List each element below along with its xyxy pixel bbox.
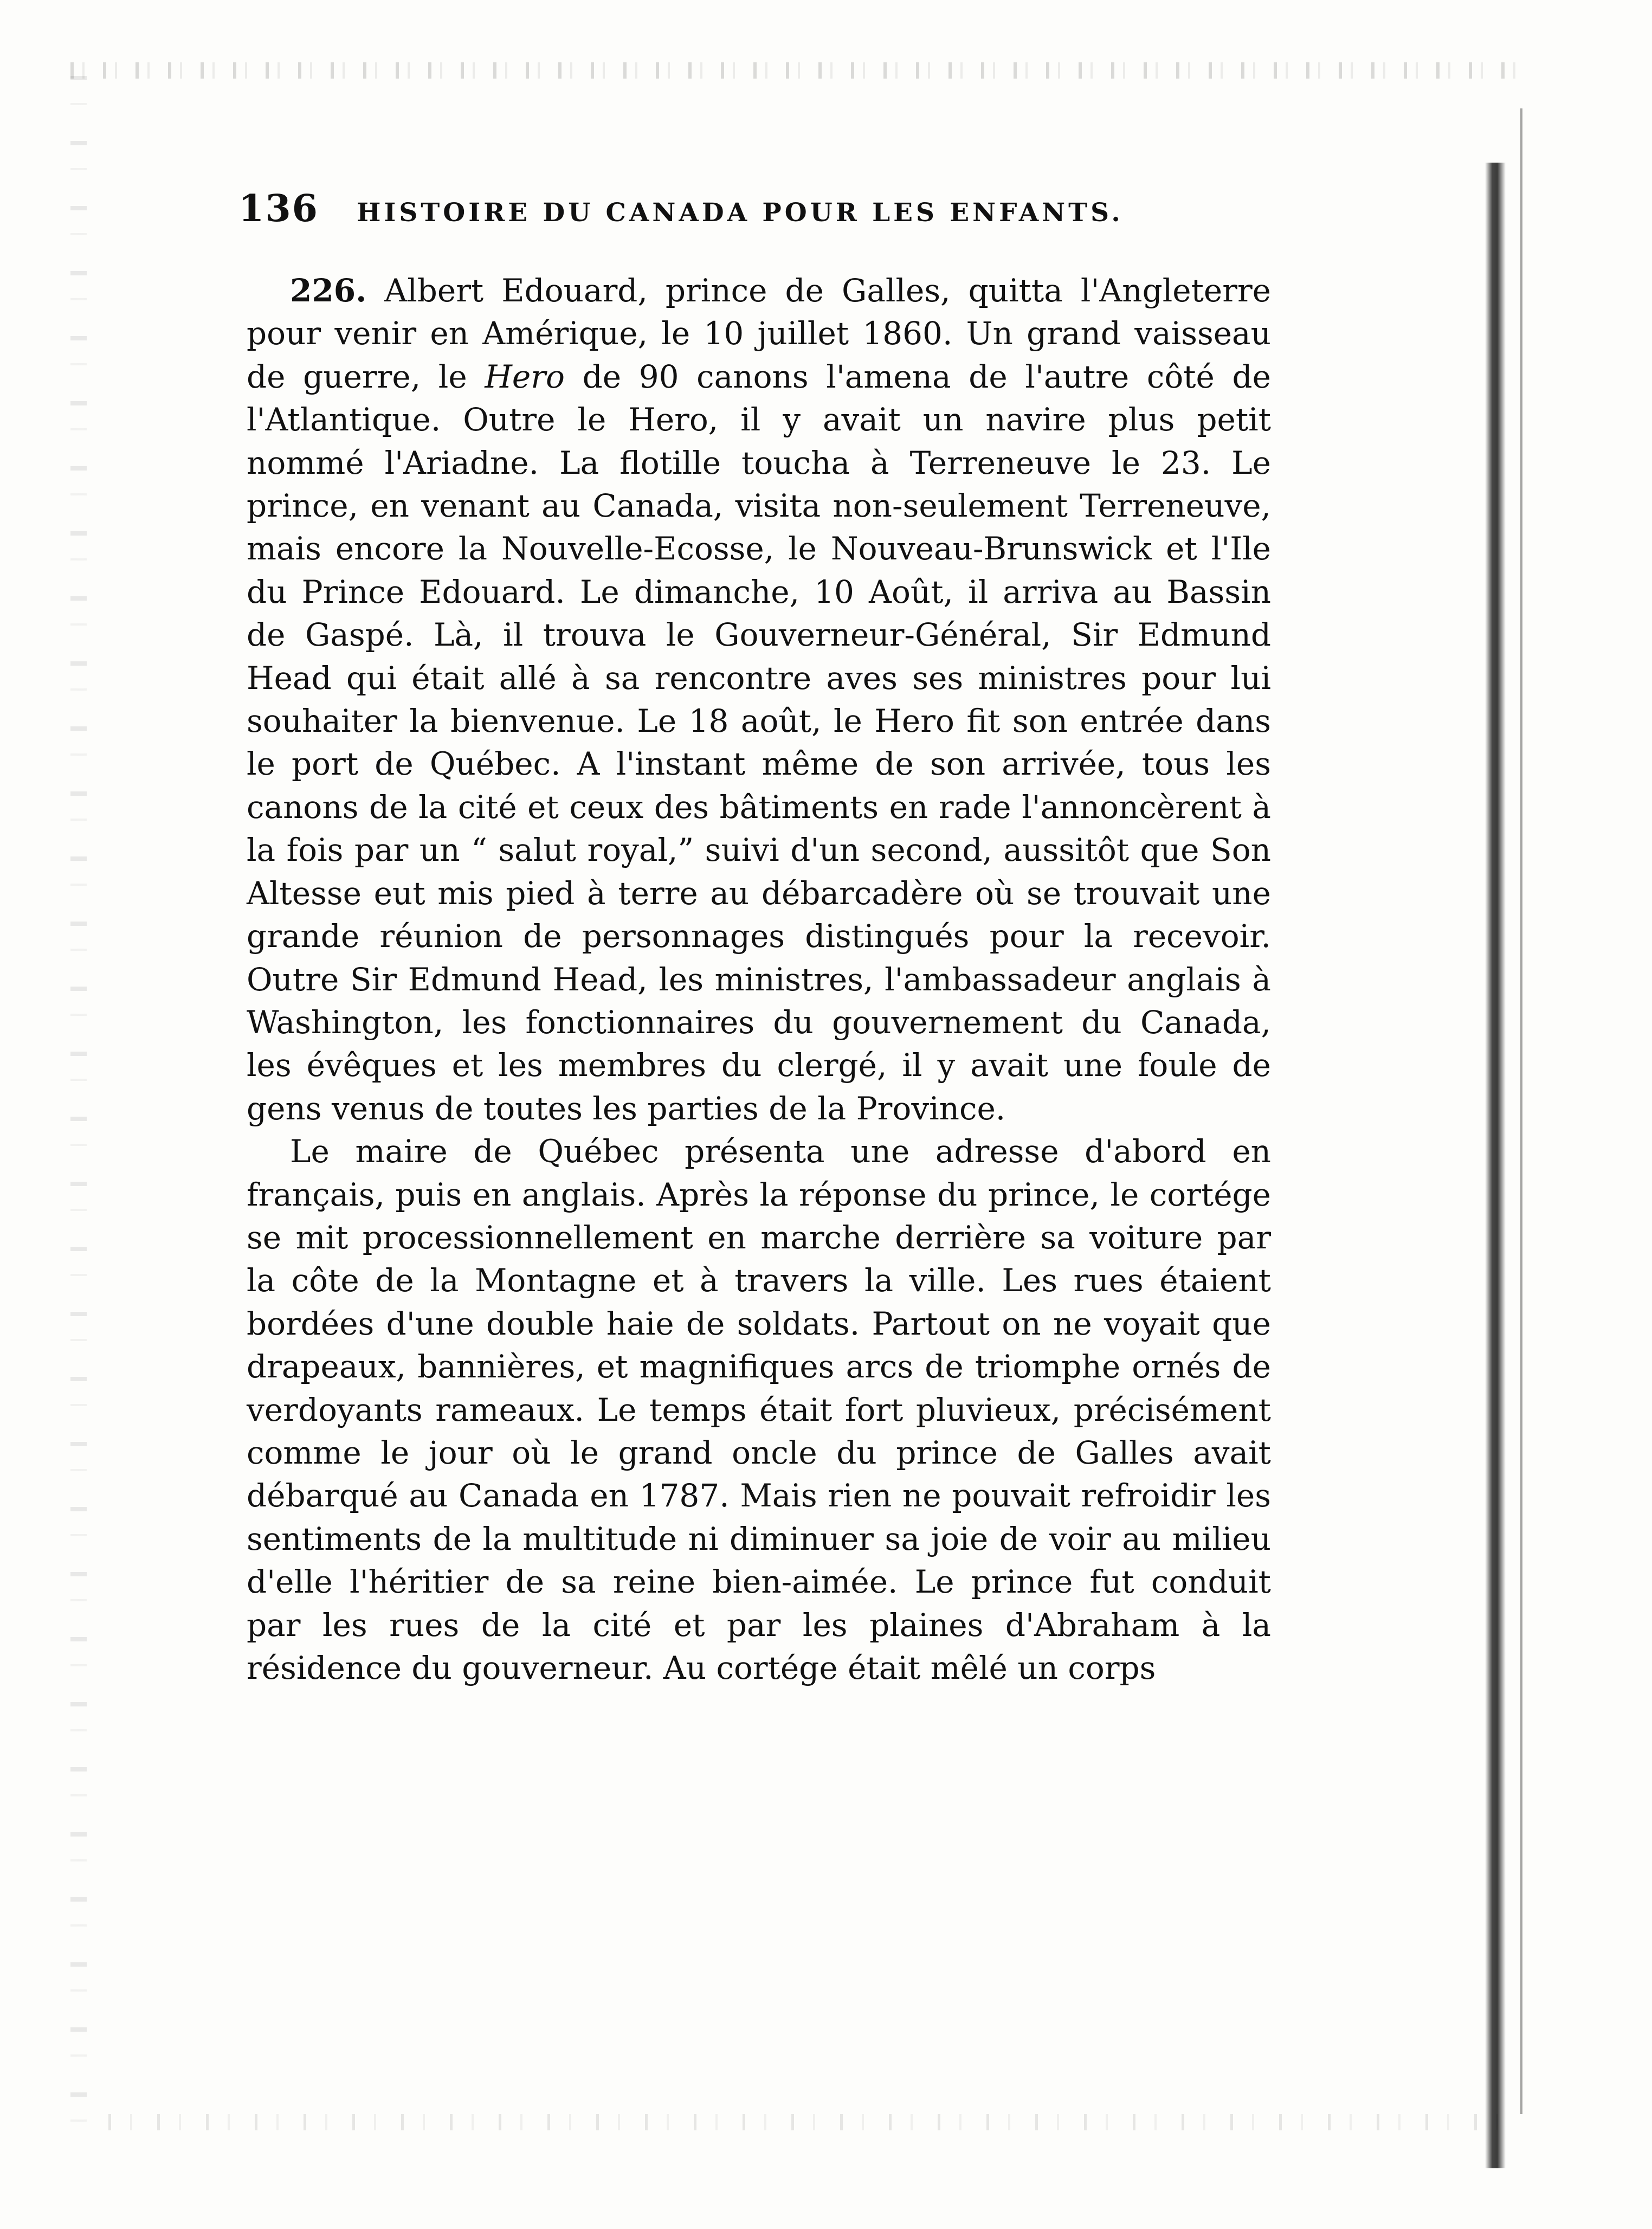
page-edge-left [70,76,87,2136]
body-text [247,269,1271,1690]
running-title: HISTOIRE DU CANADA POUR LES ENFANTS. [356,198,1124,228]
page-edge-top [70,62,1534,79]
paragraph-text-part-1: Albert Edouard, prince de Galles, quitta l'Angleterre pour venir en Amérique, le 10 juillet 1860. Un grand vaisseau de guerre, le [247,272,1271,395]
paragraph-226 [247,269,1271,1130]
binding-shadow [1485,163,1506,2168]
paragraph-number: 226. [290,272,367,309]
paragraph-maire [247,1130,1271,1690]
page-number: 136 [238,187,319,230]
ship-name-italic: Hero [485,358,565,395]
running-header [238,187,1268,236]
paragraph-text-part-2: de 90 canons l'amena de l'autre côté de l'Atlantique. Outre le Hero, il y avait un navire plus petit nommé l'Ariadne. La flotille toucha à Terreneuve le 23. Le prince, en venant au Canada, visita non-seulement Terreneuve, mais encore la Nouvelle-Ecosse, le Nouveau-Brunswick et l'Ile du Prince Edouard. Le dimanche, 10 Août, il arriva au Bassin de Gaspé. Là, il trouva le Gouverneur-Général, Sir Edmund Head qui était allé à sa rencontre aves ses ministres pour lui souhaiter la bienvenue. Le 18 août, le Hero fit son entrée dans le port de Québec. A l'instant même de son arrivée, tous les canons de la cité et ceux des bâtiments en rade l'annoncèrent à la fois par un “ salut royal,” suivi d'un second, aussitôt que Son Altesse eut mis pied à terre au débarcadère où se trouvait une grande réunion de personnages distingués pour la recevoir. Outre Sir Edmund Head, les ministres, l'ambassadeur anglais à Washington, les fonctionnaires du gouvernement du Canada, les évêques et les membres du clergé, il y avait une foule de gens venus de toutes les parties de la Province. [247,358,1271,1127]
page-edge-bottom [108,2114,1518,2130]
binding-line [1520,108,1522,2114]
paragraph-text: Le maire de Québec présenta une adresse d'abord en français, puis en anglais. Après la réponse du prince, le cortége se mit processionnellement en marche derrière sa voiture par la côte de la Montagne et à travers la ville. Les rues étaient bordées d'une double haie de soldats. Partout on ne voyait que drapeaux, bannières, et magnifiques arcs de triomphe ornés de verdoyants rameaux. Le temps était fort pluvieux, précisément comme le jour où le grand oncle du prince de Galles avait débarqué au Canada en 1787. Mais rien ne pouvait refroidir les sentiments de la multitude ni diminuer sa joie de voir au milieu d'elle l'héritier de sa reine bien-aimée. Le prince fut conduit par les rues de la cité et par les plaines d'Abraham à la résidence du gouverneur. Au cortége était mêlé un corps [247,1133,1271,1686]
